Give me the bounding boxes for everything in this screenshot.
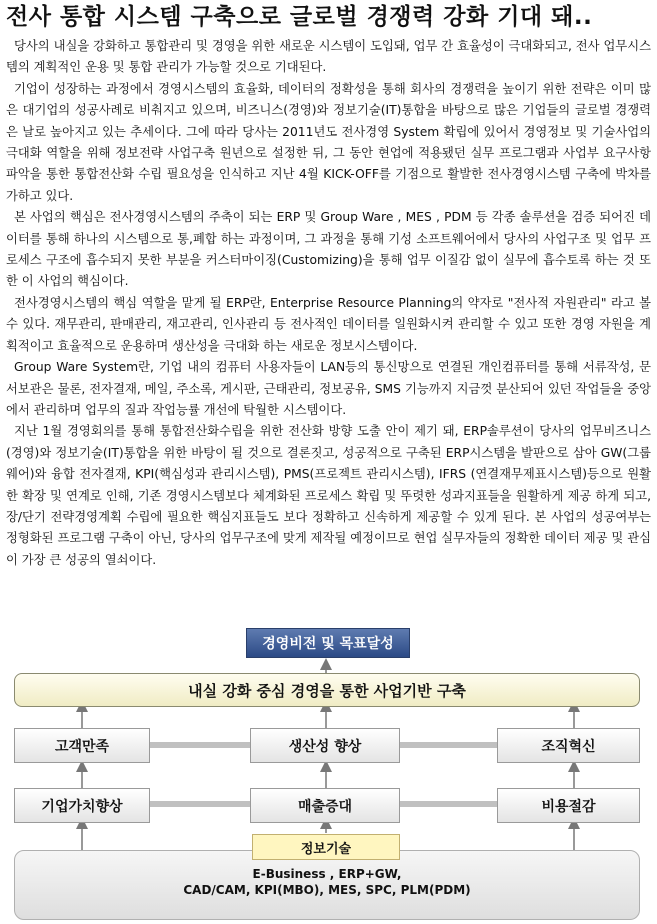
article-body (6, 36, 651, 571)
goal-org-innovation: 조직혁신 (497, 728, 640, 763)
paragraph: 지난 1월 경영회의를 통해 통합전산화수립을 위한 전산화 방향 도출 안이 제기 돼, ERP솔루션이 당사의 업무비즈니스(경영)와 정보기술(IT)통합을 위한 바탕이 될 것으로 결론짓고, 성공적으로 구축된 ERP시스템을 발판으로 삼아 GW(그룹웨어)와 융합 전자결재, KPI(핵심성과 관리시스템), PMS(프로젝트 관리시스템), IFRS (연결재무제표시스템)등으로 원활한 확장 및 연계로 인해, 기존 경영시스템보다 체계화된 프로세스 확립 및 뚜렷한 성과지표들을 원활하게 제공 하게 되고, 장/단기 전략경영계획 수립에 필요한 핵심지표들도 보다 정확하고 신속하게 제공할 수 있게 된다. 본 사업의 성공여부는 정형화된 프로그램 구축이 아닌, 당사의 업무구조에 맞게 제작될 예정이므로 현업 실무자들의 정확한 데이터 제공 및 관심이 가장 큰 성공의 열쇠이다. (6, 424, 651, 567)
strategy-diagram (0, 620, 657, 924)
article-title: 전사 통합 시스템 구축으로 글로벌 경쟁력 강화 기대 돼.. (6, 4, 593, 30)
goal-productivity: 생산성 향상 (250, 728, 400, 763)
foundation-banner: 내실 강화 중심 경영을 통한 사업기반 구축 (14, 673, 640, 707)
goal-customer-satisfaction: 고객만족 (14, 728, 150, 763)
goal-enterprise-value: 기업가치향상 (14, 788, 150, 823)
paragraph: 기업이 성장하는 과정에서 경영시스템의 효율화, 데이터의 정확성을 통해 회사의 경쟁력을 높이기 위한 전략은 이미 많은 대기업의 성공사례로 비춰지고 있으며, 비즈니스(경영)와 정보기술(IT)통합을 바탕으로 많은 기업들의 글로벌 경쟁력은 날로 높아지고 있는 추세이다. 그에 따라 당사는 2011년도 전사경영 System 확립에 있어서 경영정보 및 기술사업의 극대화 역할을 위해 정보전략 사업구축 원년으로 설정한 뒤, 그 동안 현업에 적용됐던 실무 프로그램과 사업부 요구사항 파악을 통한 통합전산화 수립 필요성을 인식하고 지난 4월 KICK-OFF를 기점으로 활발한 전사경영시스템 구축에 박차를 가하고 있다. (6, 81, 651, 203)
paragraph: 당사의 내실을 강화하고 통합관리 및 경영을 위한 새로운 시스템이 도입돼, 업무 간 효율성이 극대화되고, 전사 업무시스템의 계획적인 운용 및 통합 관리가 가능할 것으로 기대된다. (6, 39, 651, 75)
tech-line-1: E-Business , ERP+GW, (252, 867, 402, 881)
paragraph: 전사경영시스템의 핵심 역할을 맡게 될 ERP란, Enterprise Resource Planning의 약자로 "전사적 자원관리" 라고 볼 수 있다. 재무관리, 판매관리, 재고관리, 인사관리 등 전사적인 데이터를 일원화시켜 관리할 수 있고 또한 경영 자원을 계획적이고 효율적으로 운용하며 생산성을 극대화 하는 새로운 정보시스템이다. (6, 295, 651, 353)
tech-line-2: CAD/CAM, KPI(MBO), MES, SPC, PLM(PDM) (183, 883, 471, 897)
goal-cost-reduction: 비용절감 (497, 788, 640, 823)
paragraph: 본 사업의 핵심은 전사경영시스템의 주축이 되는 ERP 및 Group Ware , MES , PDM 등 각종 솔루션을 검증 되어진 데이터를 통해 하나의 시스템으로 통,폐합 하는 과정이며, 그 과정을 통해 기성 소프트웨어에서 당사의 사업구조 및 업무 프로세스 구조에 흡수되지 못한 부분을 커스터마이징(Customizing)을 통해 업무 이질감 없이 실무에 흡수토록 하는 것 또한 이 사업의 핵심이다. (6, 210, 651, 289)
vision-box: 경영비전 및 목표달성 (246, 628, 410, 658)
paragraph: Group Ware System란, 기업 내의 컴퓨터 사용자들이 LAN등의 통신망으로 연결된 개인컴퓨터를 통해 서류작성, 문서보관은 물론, 전자결재, 메일, 주소록, 게시판, 근태관리, 정보공유, SMS 기능까지 지금껏 분산되어 있던 작업들을 중앙에서 관리하며 업무의 질과 작업능률 개선에 탁월한 시스템이다. (6, 360, 651, 417)
info-tech-label: 정보기술 (252, 834, 400, 860)
goal-sales-growth: 매출증대 (250, 788, 400, 823)
